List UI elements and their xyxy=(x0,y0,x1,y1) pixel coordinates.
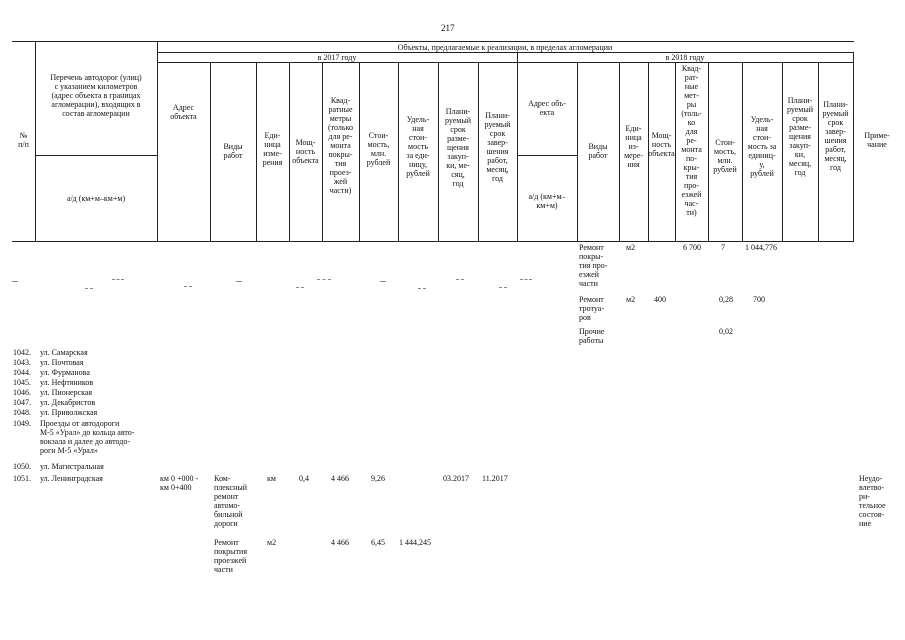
page-number: 217 xyxy=(441,23,455,33)
header-2017-unitcost: Удель- ная стои- мость за еди- ницу, рублей xyxy=(406,115,430,178)
road-name: ул. Ленинградская xyxy=(40,474,103,483)
road-name: ул. Приволжская xyxy=(40,408,98,417)
road-name: ул. Магистральная xyxy=(40,462,104,471)
cell-note: Неудо- влетво- ри- тельное состоя- ние xyxy=(859,474,886,528)
road-num: 1045. xyxy=(13,378,31,387)
road-num: 1043. xyxy=(13,358,31,367)
cell-unitcost: 700 xyxy=(753,295,765,304)
header-note: Приме- чание xyxy=(864,131,890,149)
cell-plan-place: 03.2017 xyxy=(443,474,469,483)
header-roads: Перечень автодорог (улиц) с указанием километров (адрес объекта в границах агломерации), входящих в состав агломерации xyxy=(50,73,142,118)
cell-sqm: 4 466 xyxy=(331,474,349,483)
cell-cost: 7 xyxy=(721,243,725,252)
road-name: ул. Фурманова xyxy=(40,368,90,377)
header-objects-title: Объекты, предлагаемые к реализации, в пределах агломерации xyxy=(397,43,613,52)
header-year-2017: в 2017 году xyxy=(317,53,357,62)
header-num: № п/п xyxy=(18,131,29,149)
cell-sqm: 6 700 xyxy=(683,243,701,252)
header-2018-cost: Стои- мость, млн. рублей xyxy=(713,138,737,174)
header-2018-address-sub: а/д (км+м– км+м) xyxy=(528,192,566,210)
cell-works: Прочие работы xyxy=(579,327,605,345)
header-2017-works: Виды работ xyxy=(223,142,243,160)
header-2017-plan-place: Плани- руемый срок разме- щения закуп- ки, ме- сяц, год xyxy=(444,107,472,188)
header-year-2018: в 2018 году xyxy=(665,53,705,62)
road-name: ул. Нефтяников xyxy=(40,378,94,387)
cell-power: 400 xyxy=(654,295,666,304)
road-num: 1048. xyxy=(13,408,31,417)
header-2018-unitcost: Удель- ная стои- мость за единиц- у, рублей xyxy=(747,115,777,178)
header-2018-power: Мощ- ность объекта xyxy=(648,131,675,158)
road-name: ул. Декабристов xyxy=(40,398,96,407)
header-2018-sqm: Квад- рат- ные мет- ры (толь- ко для ре- монта по- кры- тия про- езжей час- ти) xyxy=(681,64,702,217)
header-road-sub: а/д (км+м–км+м) xyxy=(66,194,126,203)
header-2017-sqm: Квад- ратные метры (только для ре- монта покры- тия проез- жей части) xyxy=(327,96,354,195)
road-num: 1042. xyxy=(13,348,31,357)
road-num: 1046. xyxy=(13,388,31,397)
cell-cost: 0,28 xyxy=(719,295,733,304)
cell-unit: м2 xyxy=(626,295,636,304)
road-name: Проезды от автодороги М-5 «Урал» до кольца авто- вокзала и далее до автодо- роги М-5 «Урал» xyxy=(40,419,135,455)
cell-works: Ремонт тротуа- ров xyxy=(579,295,604,322)
cell-works: Ком- плексный ремонт автомо- бильной дороги xyxy=(214,474,247,528)
road-num: 1050. xyxy=(13,462,31,471)
cell-cost: 6,45 xyxy=(371,538,385,547)
header-2017-unit: Еди- ница изме- рения xyxy=(262,131,283,167)
road-num: 1049. xyxy=(13,419,31,428)
cell-unitcost: 1 044,776 xyxy=(745,243,777,252)
cell-works: Ремонт покры- тия про- езжей части xyxy=(579,243,608,288)
header-2018-plan-place: Плани- руемый срок разме- щения закуп- ки, месяц, год xyxy=(786,96,814,177)
header-2017-power: Мощ- ность объекта xyxy=(292,138,319,165)
cell-plan-finish: 11.2017 xyxy=(482,474,508,483)
road-num: 1044. xyxy=(13,368,31,377)
header-2018-plan-finish: Плани- руемый срок завер- шения работ, месяц, год xyxy=(822,100,849,172)
cell-unit: м2 xyxy=(626,243,636,252)
header-2017-address: Адрес объекта xyxy=(170,103,197,121)
header-2017-cost: Стои- мость, млн. рублей xyxy=(366,131,391,167)
cell-power: 0,4 xyxy=(299,474,309,483)
road-num: 1047. xyxy=(13,398,31,407)
cell-cost: 9,26 xyxy=(371,474,385,483)
cell-cost: 0,02 xyxy=(719,327,733,336)
header-2018-address: Адрес объ- екта xyxy=(528,99,566,117)
header-2018-works: Виды работ xyxy=(588,142,608,160)
road-name: ул. Самарская xyxy=(40,348,88,357)
cell-unit: км xyxy=(267,474,276,483)
cell-unitcost: 1 444,245 xyxy=(399,538,431,547)
cell-address: км 0 +000 - км 0+400 xyxy=(160,474,199,492)
header-2017-plan-finish: Плани- руемый срок завер- шения работ, месяц, год xyxy=(484,111,511,183)
road-name: ул. Пионерская xyxy=(40,388,93,397)
cell-works: Ремонт покрытия проезжей части xyxy=(214,538,247,574)
cell-unit: м2 xyxy=(267,538,277,547)
road-name: ул. Почтовая xyxy=(40,358,84,367)
header-2018-unit: Еди- ница из- мере- ния xyxy=(624,124,643,169)
cell-sqm: 4 466 xyxy=(331,538,349,547)
road-num: 1051. xyxy=(13,474,31,483)
